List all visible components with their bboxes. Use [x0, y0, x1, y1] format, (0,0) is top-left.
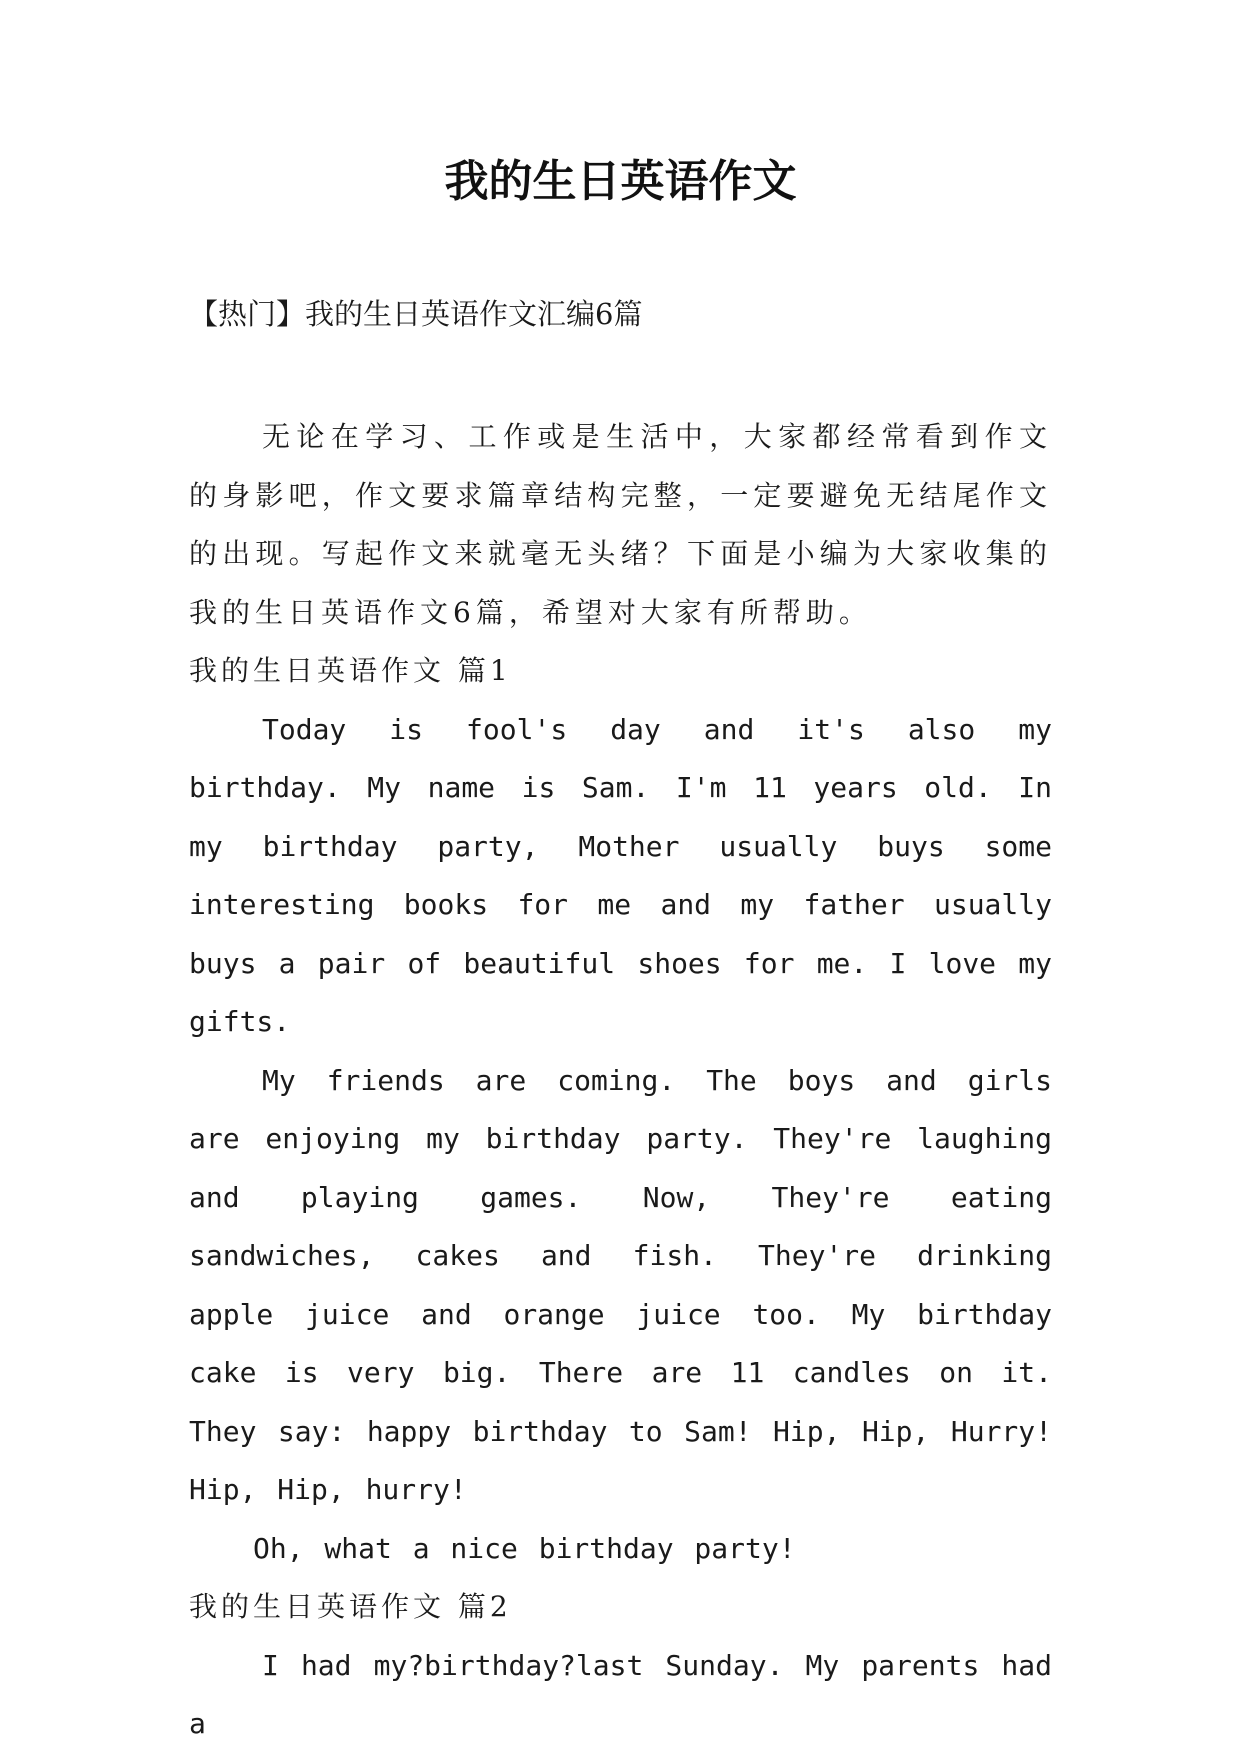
- essay-2-paragraph-1: I had my?birthday?last Sunday. My parents had a: [189, 1648, 1052, 1740]
- document-title: 我的生日英语作文: [444, 156, 797, 207]
- intro-paragraph: 无论在学习、工作或是生活中，大家都经常看到作文的身影吧，作文要求篇章结构完整，一定要避免无结尾作文的出现。写起作文来就毫无头绪？下面是小编为大家收集的我的生日英语作文6篇，希望对大家有所帮助。: [189, 420, 1052, 629]
- document-body: [189, 408, 1052, 1754]
- essay-1-paragraph-1: Today is fool's day and it's also my birthday. My name is Sam. I'm 11 years old. In my birthday party, Mother usually buys some interesting books for me and my father usually buys a pair of beautiful shoes for me. I love my gifts.: [189, 712, 1052, 1038]
- essay-1-paragraph-3: Oh, what a nice birthday party!: [253, 1531, 796, 1565]
- essay-2-heading: 我的生日英语作文 篇2: [189, 1590, 512, 1623]
- essay-1-paragraph-2: My friends are coming. The boys and girls are enjoying my birthday party. They're laughing and playing games. Now, They're eating sandwiches, cakes and fish. They're drinking apple juice and orange juice too. My birthday cake is very big. There are 11 candles on it. They say: happy birthday to Sam! Hip, Hip, Hurry! Hip, Hip, hurry!: [189, 1063, 1052, 1506]
- document-subtitle: 【热门】我的生日英语作文汇编6篇: [189, 297, 643, 331]
- essay-1-heading: 我的生日英语作文 篇1: [189, 654, 512, 687]
